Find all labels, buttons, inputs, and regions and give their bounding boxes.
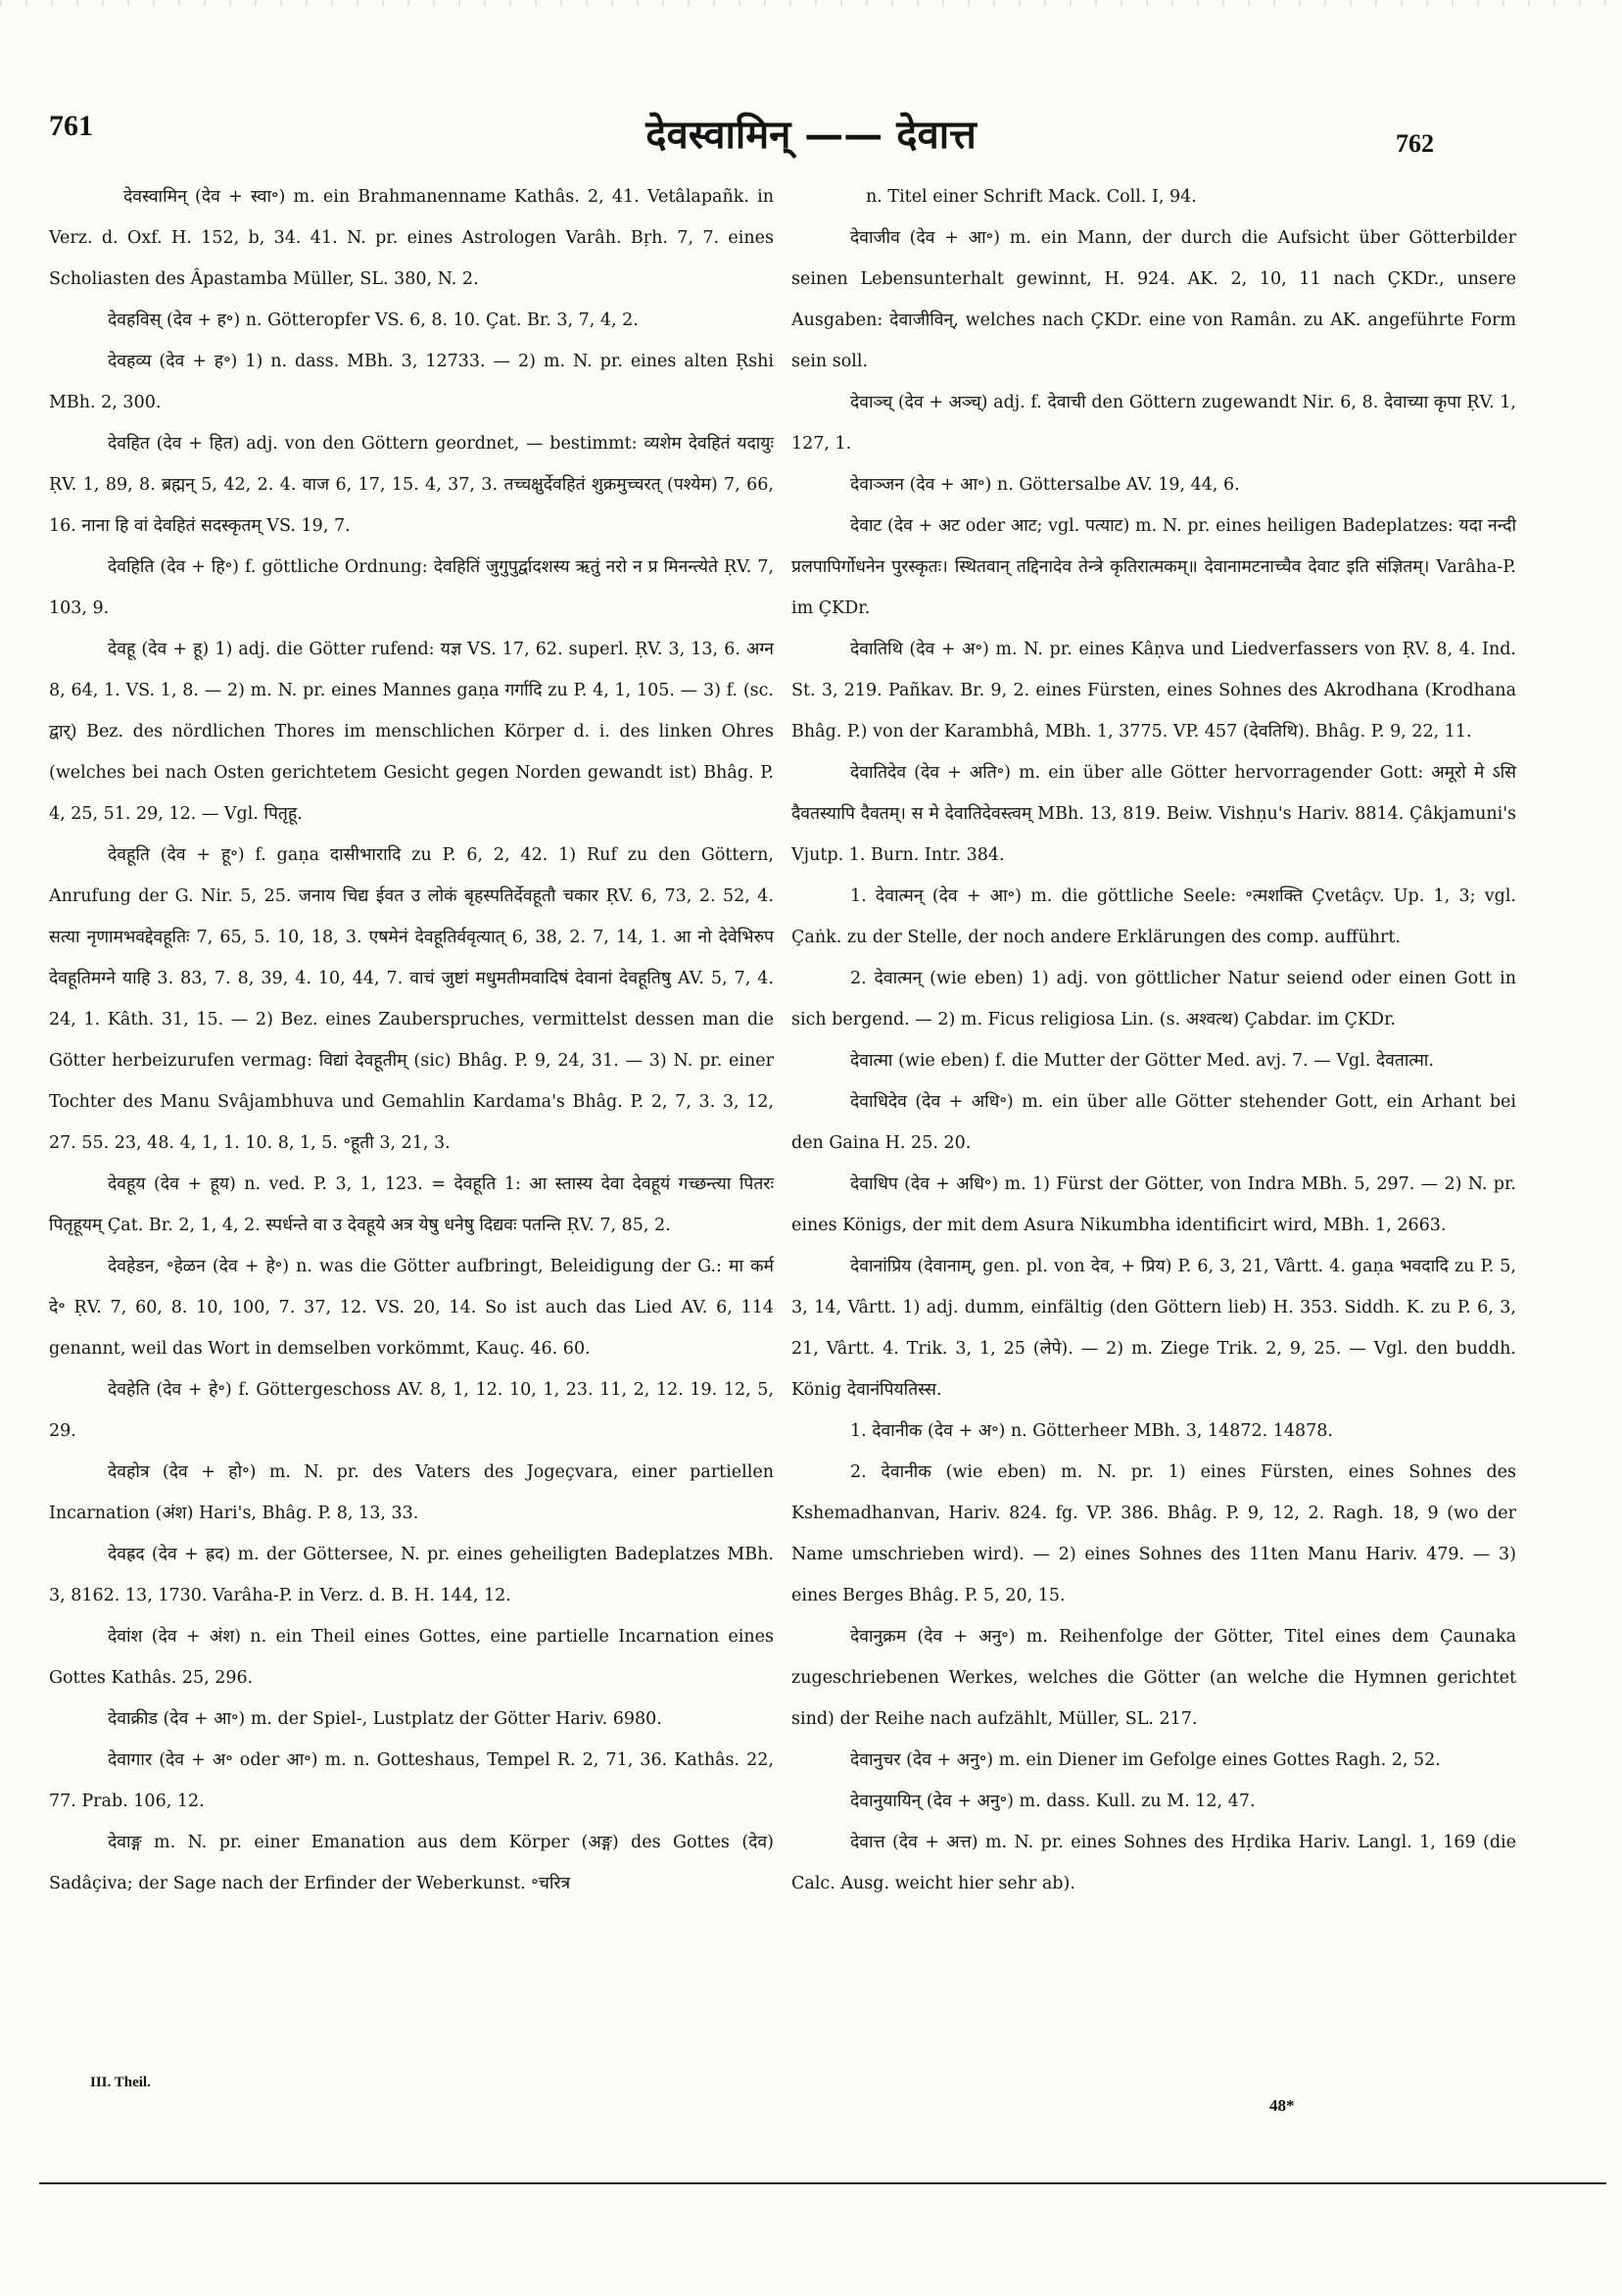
- dictionary-entry: देवातिदेव (देव + अति॰) m. ein über alle Götter hervorragender Gott: अमूरो मे ऽसि दैवतस्यापि दैवतम्। स मे देवातिदेवस्त्वम् MBh. 13, 819. Beiw. Vishṇu's Hariv. 8814. Çâkjamuni's Vjutp. 1. Burn. Intr. 384.: [791, 763, 1516, 865]
- dictionary-entry: देवात्मा (wie eben) f. die Mutter der Götter Med. avj. 7. — Vgl. देवतात्मा.: [850, 1051, 1434, 1071]
- dictionary-entry: देवहेडन, ॰हेळन (देव + हे॰) n. was die Götter aufbringt, Beleidigung der G.: मा कर्म दे॰ ṚV. 7, 60, 8. 10, 100, 7. 37, 12. VS. 20, 14. So ist auch das Lied AV. 6, 114 genannt, weil das Wort in demselben vorkömmt, Kauç. 46. 60.: [49, 1257, 774, 1359]
- dictionary-entry: 2. देवात्मन् (wie eben) 1) adj. von göttlicher Natur seiend oder einen Gott in sich bergend. — 2) m. Ficus religiosa Lin. (s. अश्वत्थ) Çabdar. im ÇKDr.: [791, 969, 1516, 1029]
- right-column: [791, 176, 1516, 1904]
- dictionary-entry: 1. देवात्मन् (देव + आ॰) m. die göttliche Seele: ॰त्मशक्ति Çvetâçv. Up. 1, 3; vgl. Çaṅk. zu der Stelle, der noch andere Erklärungen des comp. aufführt.: [791, 886, 1516, 947]
- dictionary-entry: देवहूय (देव + हूय) n. ved. P. 3, 1, 123. = देवहूति 1: आ स्तास्य देवा देवहूयं गच्छन्त्या पितरः पितृहूयम् Çat. Br. 2, 1, 4, 2. स्पर्धन्ते वा उ देवहूये अत्र येषु धनेषु दिद्यवः पतन्ति ṚV. 7, 85, 2.: [49, 1174, 774, 1235]
- dictionary-entry: देवहूति (देव + हू॰) f. gaṇa दासीभारादि zu P. 6, 2, 42. 1) Ruf zu den Göttern, Anrufung der G. Nir. 5, 25. जनाय चिद्य ईवत उ लोकं बृहस्पतिर्देवहूतौ चकार ṚV. 6, 73, 2. 52, 4. सत्या नृणामभवद्देवहूतिः 7, 65, 5. 10, 18, 3. एषमेनं देवहूतिर्ववृत्यात् 6, 38, 2. 7, 14, 1. आ नो देवेभिरुप देवहूतिमग्ने याहि 3. 83, 7. 8, 39, 4. 10, 44, 7. वाचं जुष्टां मधुमतीमवादिषं देवानां देवहूतिषु AV. 5, 7, 4. 24, 1. Kâth. 31, 15. — 2) Bez. eines Zauberspruches, vermittelst dessen man die Götter herbeizurufen vermag: विद्यां देवहूतीम् (sic) Bhâg. P. 9, 24, 31. — 3) N. pr. einer Tochter des Manu Svâjambhuva und Gemahlin Kardama's Bhâg. P. 2, 7, 3. 3, 12, 27. 55. 23, 48. 4, 1, 1. 10. 8, 1, 5. ॰हूती 3, 21, 3.: [49, 845, 774, 1153]
- dictionary-entry: देवह्रद (देव + ह्रद) m. der Göttersee, N. pr. eines geheiligten Badeplatzes MBh. 3, 8162. 13, 1730. Varâha-P. in Verz. d. B. H. 144, 12.: [49, 1545, 774, 1605]
- left-column: [49, 176, 774, 1904]
- dictionary-entry: n. Titel einer Schrift Mack. Coll. I, 94.: [866, 187, 1197, 207]
- dictionary-entry: देवाक्रीड (देव + आ॰) m. der Spiel-, Lustplatz der Götter Hariv. 6980.: [108, 1709, 662, 1729]
- dictionary-entry: देवानुक्रम (देव + अनु॰) m. Reihenfolge der Götter, Titel eines dem Çaunaka zugeschriebenen Werkes, welches die Götter (an welche die Hymnen gerichtet sind) der Reihe nach aufzählt, Müller, SL. 217.: [791, 1627, 1516, 1729]
- running-title: देवस्वामिन् —— देवात्त: [645, 112, 977, 158]
- dictionary-entry: देवातिथि (देव + अ॰) m. N. pr. eines Kâṇva und Liedverfassers von ṚV. 8, 4. Ind. St. 3, 219. Pañkav. Br. 9, 2. eines Fürsten, eines Sohnes des Akrodhana (Krodhana Bhâg. P.) von der Karambhâ, MBh. 1, 3775. VP. 457 (देवतिथि). Bhâg. P. 9, 22, 11.: [791, 640, 1516, 741]
- page-number-left: 761: [49, 110, 93, 142]
- gathering-mark: 48*: [1269, 2096, 1295, 2115]
- dictionary-entry: देवस्वामिन् (देव + स्वा॰) m. ein Brahmanenname Kathâs. 2, 41. Vetâlapañk. in Verz. d. Oxf. H. 152, b, 34. 41. N. pr. eines Astrologen Varâh. Bṛh. 7, 7. eines Scholiasten des Âpastamba Müller, SL. 380, N. 2.: [49, 187, 774, 289]
- dictionary-entry: 2. देवानीक (wie eben) m. N. pr. 1) eines Fürsten, eines Sohnes des Kshemadhanvan, Hariv. 824. fg. VP. 386. Bhâg. P. 9, 12, 2. Ragh. 18, 9 (wo der Name umschrieben wird). — 2) eines Sohnes des 11ten Manu Hariv. 479. — 3) eines Berges Bhâg. P. 5, 20, 15.: [791, 1462, 1516, 1605]
- signature-mark: III. Theil.: [90, 2075, 151, 2090]
- dictionary-entry: देवाधिदेव (देव + अधि॰) m. ein über alle Götter stehender Gott, ein Arhant bei den Gaina H. 25. 20.: [791, 1092, 1516, 1153]
- dictionary-entry: देवहिति (देव + हि॰) f. göttliche Ordnung: देवहितिं जुगुपुर्द्वादशस्य ऋतुं नरो न प्र मिनन्त्येते ṚV. 7, 103, 9.: [49, 557, 774, 618]
- dictionary-entry: देवाट (देव + अट oder आट; vgl. पत्याट) m. N. pr. eines heiligen Badeplatzes: यदा नन्दी प्रलपापिर्गोधनेन पुरस्कृतः। स्थितवान् तद्दिनादेव तेन्त्रे कृतिरात्मकम्॥ देवानामटनाच्चैव देवाट इति संज्ञितम्। Varâha-P. im ÇKDr.: [791, 516, 1516, 618]
- dictionary-entry: देवाञ्जन (देव + आ॰) n. Göttersalbe AV. 19, 44, 6.: [850, 475, 1240, 495]
- dictionary-entry: देवहव्य (देव + ह॰) 1) n. dass. MBh. 3, 12733. — 2) m. N. pr. eines alten Ṛshi MBh. 2, 300.: [49, 352, 774, 412]
- dictionary-entry: देवाञ्च् (देव + अञ्च्) adj. f. देवाची den Göttern zugewandt Nir. 6, 8. देवाच्या कृपा ṚV. 1, 127, 1.: [791, 393, 1516, 454]
- dictionary-entry: देवानांप्रिय (देवानाम्, gen. pl. von देव, + प्रिय) P. 6, 3, 21, Vârtt. 4. gaṇa भवदादि zu P. 5, 3, 14, Vârtt. 1) adj. dumm, einfältig (den Göttern lieb) H. 353. Siddh. K. zu P. 6, 3, 21, Vârtt. 4. Trik. 3, 1, 25 (लेपे). — 2) m. Ziege Trik. 2, 9, 25. — Vgl. den buddh. König देवानंपियतिस्स.: [791, 1257, 1516, 1400]
- dictionary-entry: देवहोत्र (देव + हो॰) m. N. pr. des Vaters des Jogeçvara, einer partiellen Incarnation (अंश) Hari's, Bhâg. P. 8, 13, 33.: [49, 1462, 774, 1523]
- dictionary-entry: देवानुयायिन् (देव + अनु॰) m. dass. Kull. zu M. 12, 47.: [850, 1792, 1256, 1811]
- page-number-right: 762: [1396, 129, 1434, 158]
- dictionary-entry: देवहित (देव + हित) adj. von den Göttern geordnet, — bestimmt: व्यशेम देवहितं यदायुः ṚV. 1, 89, 8. ब्रह्मन् 5, 42, 2. 4. वाज 6, 17, 15. 4, 37, 3. तच्चक्षुर्देवहितं शुक्रमुच्चरत् (पश्येम) 7, 66, 16. नाना हि वां देवहितं सदस्कृतम् VS. 19, 7.: [49, 434, 774, 536]
- dictionary-entry: देवाजीव (देव + आ॰) m. ein Mann, der durch die Aufsicht über Götterbilder seinen Lebensunterhalt gewinnt, H. 924. AK. 2, 10, 11 nach ÇKDr., unsere Ausgaben: देवाजीविन्, welches nach ÇKDr. eine von Ramân. zu AK. angeführte Form sein soll.: [791, 228, 1516, 371]
- dictionary-entry: देवाधिप (देव + अधि॰) m. 1) Fürst der Götter, von Indra MBh. 5, 297. — 2) N. pr. eines Königs, der mit dem Asura Nikumbha identificirt wird, MBh. 1, 2663.: [791, 1174, 1516, 1235]
- dictionary-entry: देवानुचर (देव + अनु॰) m. ein Diener im Gefolge eines Gottes Ragh. 2, 52.: [850, 1750, 1441, 1770]
- dictionary-entry: देवांश (देव + अंश) n. ein Theil eines Gottes, eine partielle Incarnation eines Gottes Kathâs. 25, 296.: [49, 1627, 774, 1688]
- bottom-rule: [39, 2182, 1606, 2184]
- dictionary-entry: देवहेति (देव + हे॰) f. Göttergeschoss AV. 8, 1, 12. 10, 1, 23. 11, 2, 12. 19. 12, 5, 29.: [49, 1380, 774, 1441]
- dictionary-entry: देवहविस् (देव + ह॰) n. Götteropfer VS. 6, 8. 10. Çat. Br. 3, 7, 4, 2.: [108, 311, 639, 330]
- dictionary-entry: देवाङ्ग m. N. pr. einer Emanation aus dem Körper (अङ्ग) des Gottes (देव) Sadâçiva; der Sage nach der Erfinder der Weberkunst. ॰चरित्र: [49, 1833, 774, 1893]
- dictionary-entry: देवात्त (देव + अत्त) m. N. pr. eines Sohnes des Hṛdika Hariv. Langl. 1, 169 (die Calc. Ausg. weicht hier sehr ab).: [791, 1833, 1516, 1893]
- dictionary-entry: 1. देवानीक (देव + अ॰) n. Götterheer MBh. 3, 14872. 14878.: [850, 1421, 1333, 1441]
- dictionary-entry: देवहू (देव + हू) 1) adj. die Götter rufend: यज्ञ VS. 17, 62. superl. ṚV. 3, 13, 6. अग्न 8, 64, 1. VS. 1, 8. — 2) m. N. pr. eines Mannes gaṇa गर्गादि zu P. 4, 1, 105. — 3) f. (sc. द्वार्) Bez. des nördlichen Thores im menschlichen Körper d. i. des linken Ohres (welches bei nach Osten gerichtetem Gesicht gegen Norden gewandt ist) Bhâg. P. 4, 25, 51. 29, 12. — Vgl. पितृहू.: [49, 640, 774, 824]
- scan-edge-noise: [0, 0, 1622, 6]
- dictionary-entry: देवागार (देव + अ॰ oder आ॰) m. n. Gotteshaus, Tempel R. 2, 71, 36. Kathâs. 22, 77. Prab. 106, 12.: [49, 1750, 774, 1811]
